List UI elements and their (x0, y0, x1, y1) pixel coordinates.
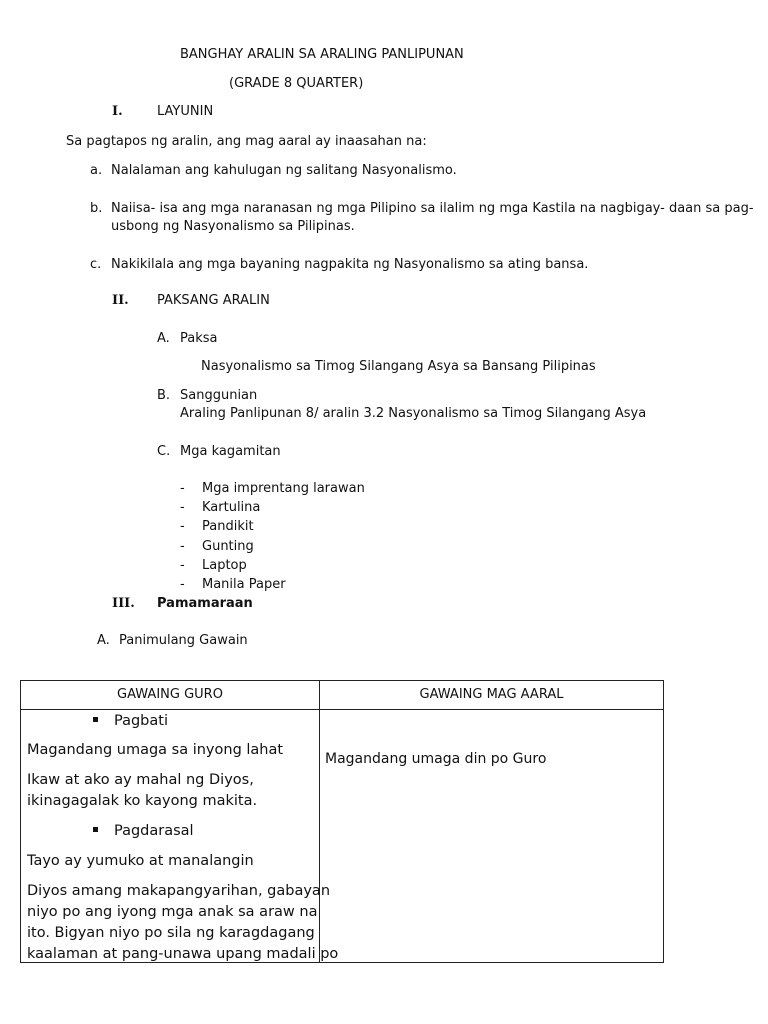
pagbati-heading: Pagbati (93, 711, 168, 732)
student-reply: Magandang umaga din po Guro (325, 751, 547, 767)
teacher-greeting: Magandang umaga sa inyong lahat (27, 742, 284, 758)
teacher-bow: Tayo ay yumuko at manalangin (27, 853, 254, 869)
section-3-title: Pamamaraan (157, 596, 253, 611)
pagdarasal-heading: Pagdarasal (93, 821, 194, 842)
teacher-love-line1: Ikaw at ako ay mahal ng Diyos, (27, 772, 254, 788)
col-header-guro: GAWAING GURO (117, 687, 223, 702)
document-subtitle: (GRADE 8 QUARTER) (229, 76, 364, 91)
document-title: BANGHAY ARALIN SA ARALING PANLIPUNAN (180, 47, 464, 62)
list-item: - Manila Paper (180, 577, 286, 592)
list-item: - Kartulina (180, 500, 261, 515)
objective-c-text: Nakikilala ang mga bayaning nagpakita ng Nasyonalismo sa ating bansa. (111, 257, 589, 272)
teacher-love-line2: ikinagagalak ko kayong makita. (27, 793, 258, 809)
objective-b-text-line2: usbong ng Nasyonalismo sa Pilipinas. (111, 219, 355, 234)
table-divider (319, 681, 320, 962)
section-1-title: LAYUNIN (157, 104, 214, 119)
kagamitan-label: Mga kagamitan (180, 444, 281, 459)
panimula-label: Panimulang Gawain (119, 633, 248, 648)
kagamitan-marker: C. (157, 444, 171, 459)
objectives-intro: Sa pagtapos ng aralin, ang mag aaral ay inaasahan na: (66, 134, 427, 149)
sanggunian-label: Sanggunian (180, 388, 258, 403)
sanggunian-value: Araling Panlipunan 8/ aralin 3.2 Nasyonalismo sa Timog Silangang Asya (180, 406, 647, 421)
teacher-prayer-line4: kaalaman at pang-unawa upang madali po (27, 946, 339, 962)
section-1-number: I. (112, 104, 123, 119)
square-bullet-icon (93, 717, 98, 722)
paksa-label: Paksa (180, 331, 218, 346)
objective-a-marker: a. (90, 163, 103, 178)
paksa-value: Nasyonalismo sa Timog Silangang Asya sa Bansang Pilipinas (201, 359, 596, 374)
teacher-prayer-line1: Diyos amang makapangyarihan, gabayan (27, 883, 331, 899)
list-item: - Gunting (180, 539, 254, 554)
paksa-marker: A. (157, 331, 170, 346)
objective-b-marker: b. (90, 201, 103, 216)
square-bullet-icon (93, 827, 98, 832)
activities-table (20, 680, 664, 963)
section-2-number: II. (112, 293, 129, 308)
section-3-number: III. (112, 596, 135, 611)
list-item: - Mga imprentang larawan (180, 481, 365, 496)
objective-c-marker: c. (90, 257, 102, 272)
teacher-prayer-line3: ito. Bigyan niyo po sila ng karagdagang (27, 925, 315, 941)
table-header-divider (21, 709, 663, 710)
objective-b-text-line1: Naiisa- isa ang mga naranasan ng mga Pilipino sa ilalim ng mga Kastila na nagbigay- daan sa pag- (111, 201, 754, 216)
teacher-prayer-line2: niyo po ang iyong mga anak sa araw na (27, 904, 318, 920)
panimula-marker: A. (97, 633, 110, 648)
sanggunian-marker: B. (157, 388, 171, 403)
objective-a-text: Nalalaman ang kahulugan ng salitang Nasyonalismo. (111, 163, 457, 178)
list-item: - Pandikit (180, 519, 254, 534)
section-2-title: PAKSANG ARALIN (157, 293, 270, 308)
list-item: - Laptop (180, 558, 247, 573)
col-header-mag-aaral: GAWAING MAG AARAL (419, 687, 564, 702)
